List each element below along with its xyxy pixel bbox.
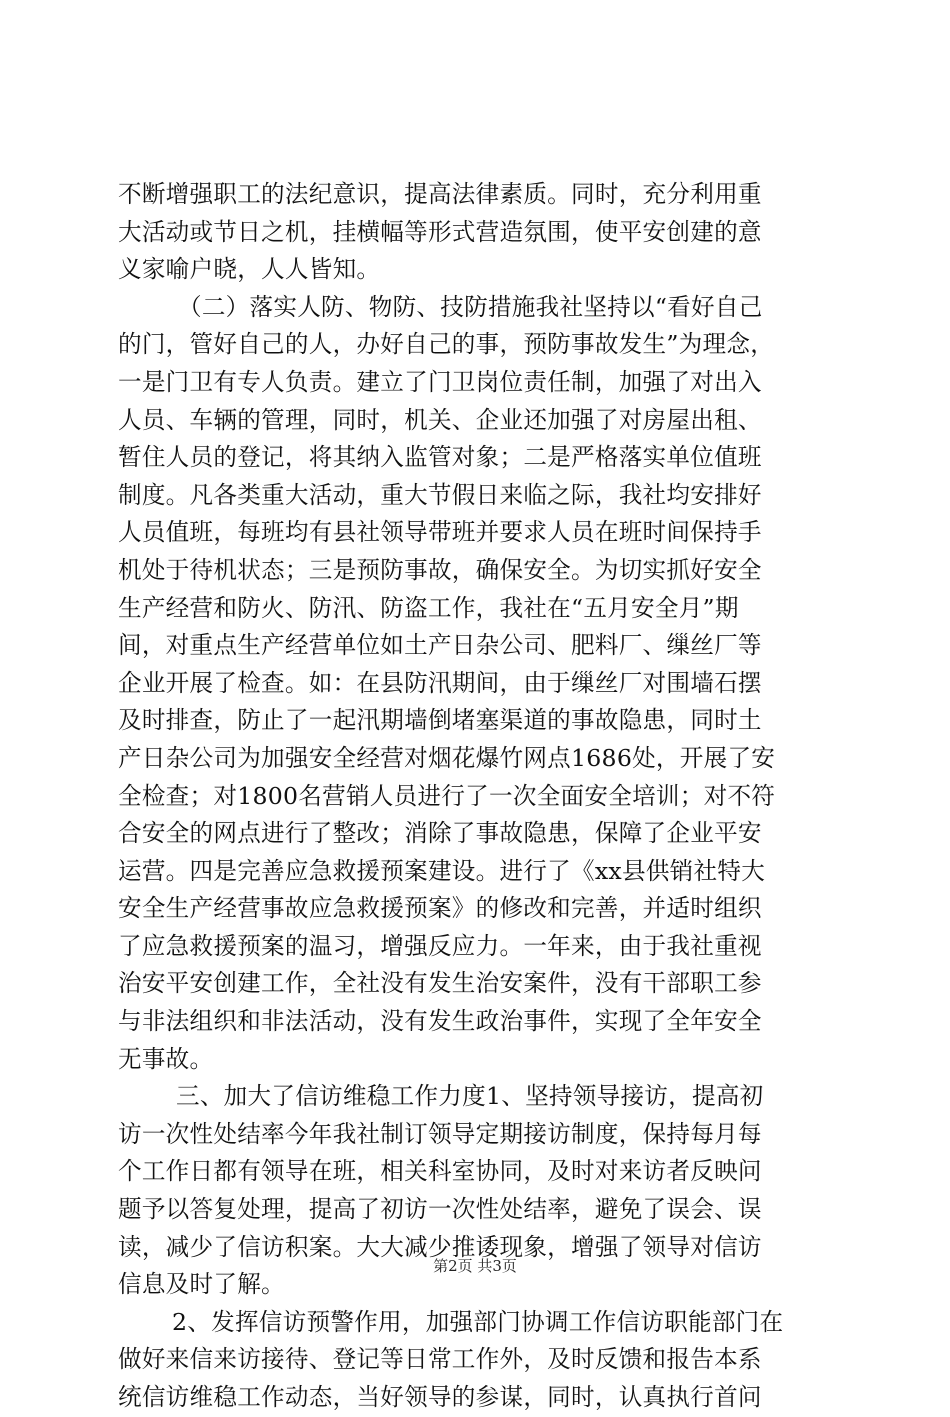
text-line: 人员值班，每班均有县社领导带班并要求人员在班时间保持手 — [118, 518, 762, 547]
text-line: 了应急救援预案的温习，增强反应力。一年来，由于我社重视 — [118, 931, 762, 960]
text-line: 信息及时了解。 — [118, 1270, 285, 1299]
document-body — [118, 176, 838, 1417]
text-line: 生产经营和防火、防汛、防盗工作，我社在“五月安全月”期 — [118, 593, 739, 622]
text-line: 读，减少了信访积案。大大减少推诿现象，增强了领导对信访 — [118, 1232, 762, 1261]
text-line: （二）落实人防、物防、技防措施我社坚持以“看好自己 — [178, 292, 763, 321]
text-line: 治安平安创建工作，全社没有发生治安案件，没有干部职工参 — [118, 969, 762, 998]
text-line: 的门，管好自己的人，办好自己的事，预防事故发生”为理念， — [118, 330, 775, 359]
text-line: 全检查；对1800名营销人员进行了一次全面安全培训；对不符 — [118, 781, 776, 810]
text-line: 个工作日都有领导在班，相关科室协同，及时对来访者反映问 — [118, 1157, 762, 1186]
text-line: 合安全的网点进行了整改；消除了事故隐患，保障了企业平安 — [118, 819, 762, 848]
text-line: 与非法组织和非法活动，没有发生政治事件，实现了全年安全 — [118, 1007, 762, 1036]
text-line: 大活动或节日之机，挂横幅等形式营造氛围，使平安创建的意 — [118, 217, 762, 246]
text-line: 企业开展了检查。如：在县防汛期间，由于缫丝厂对围墙石摆 — [118, 668, 762, 697]
text-line: 暂住人员的登记，将其纳入监管对象；二是严格落实单位值班 — [118, 443, 762, 472]
text-line: 产日杂公司为加强安全经营对烟花爆竹网点1686处，开展了安 — [118, 743, 776, 772]
text-line: 题予以答复处理，提高了初访一次性处结率，避免了误会、误 — [118, 1195, 762, 1224]
text-line: 访一次性处结率今年我社制订领导定期接访制度，保持每月每 — [118, 1119, 762, 1148]
text-line: 2、发挥信访预警作用，加强部门协调工作信访职能部门在 — [172, 1307, 784, 1336]
text-line: 及时排查，防止了一起汛期墙倒堵塞渠道的事故隐患，同时土 — [118, 706, 762, 735]
text-line: 义家喻户晓，人人皆知。 — [118, 255, 381, 284]
page-number-footer: 第2页 共3页 — [433, 1257, 517, 1275]
text-line: 做好来信来访接待、登记等日常工作外，及时反馈和报告本系 — [118, 1345, 762, 1374]
text-line: 运营。四是完善应急救援预案建设。进行了《xx县供销社特大 — [118, 856, 766, 885]
text-line: 无事故。 — [118, 1044, 214, 1073]
text-line: 安全生产经营事故应急救援预案》的修改和完善，并适时组织 — [118, 894, 762, 923]
text-line: 机处于待机状态；三是预防事故，确保安全。为切实抓好安全 — [118, 555, 762, 584]
text-line: 三、加大了信访维稳工作力度1、坚持领导接访，提高初 — [176, 1082, 764, 1111]
text-line: 一是门卫有专人负责。建立了门卫岗位责任制，加强了对出入 — [118, 367, 762, 396]
text-line: 不断增强职工的法纪意识，提高法律素质。同时，充分利用重 — [118, 180, 762, 208]
text-line: 制度。凡各类重大活动，重大节假日来临之际，我社均安排好 — [118, 480, 762, 509]
text-line: 人员、车辆的管理，同时，机关、企业还加强了对房屋出租、 — [118, 405, 762, 434]
text-line: 间，对重点生产经营单位如土产日杂公司、肥料厂、缫丝厂等 — [118, 631, 762, 660]
text-line: 统信访维稳工作动态，当好领导的参谋，同时，认真执行首问 — [118, 1383, 762, 1411]
